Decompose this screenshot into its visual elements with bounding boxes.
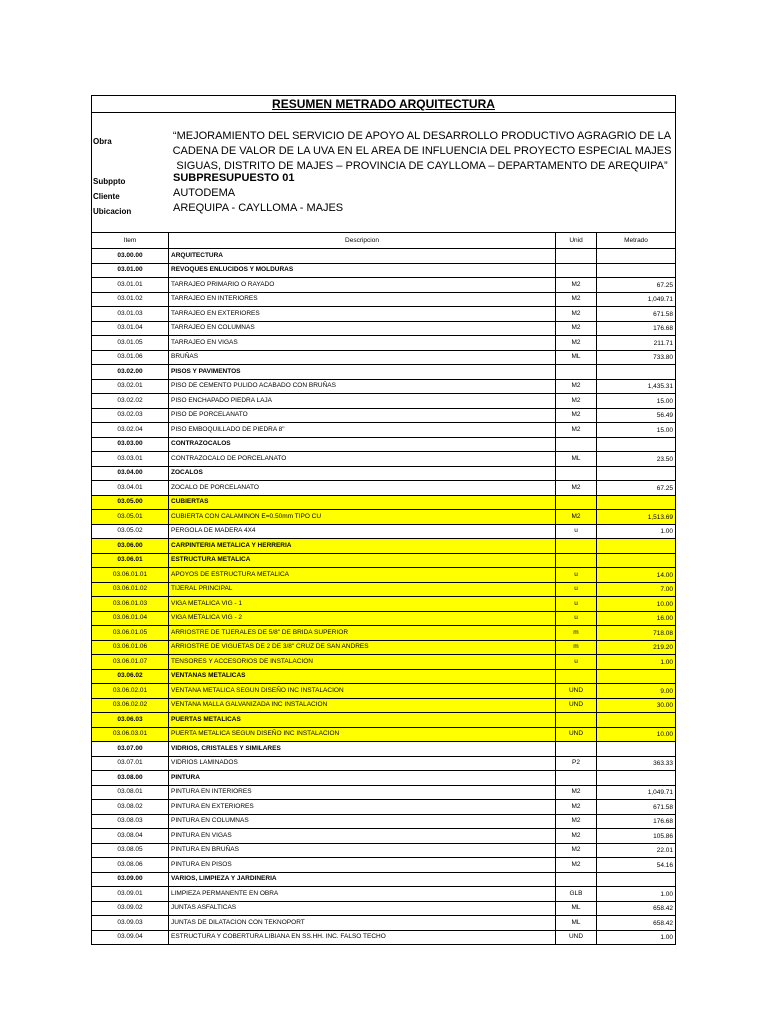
table-row [92, 278, 675, 293]
cell-item: 03.02.01 [92, 379, 169, 394]
cell-unid [556, 872, 597, 887]
cell-item: 03.09.04 [92, 930, 169, 944]
cell-metrado [597, 466, 676, 481]
cell-metrado: 176.68 [597, 321, 676, 336]
cell-item: 03.01.05 [92, 336, 169, 351]
cell-unid: M2 [556, 829, 597, 844]
table-row [92, 742, 675, 757]
cell-item: 03.09.01 [92, 887, 169, 902]
cell-unid: UND [556, 684, 597, 699]
cell-item: 03.06.00 [92, 539, 169, 554]
cell-item: 03.01.01 [92, 278, 169, 293]
table-row [92, 350, 675, 365]
cell-metrado [597, 872, 676, 887]
cell-item: 03.06.02.02 [92, 698, 169, 713]
cell-metrado: 1,513.69 [597, 510, 676, 525]
table-row [92, 640, 675, 655]
cell-metrado: 671.58 [597, 307, 676, 322]
page-title: RESUMEN METRADO ARQUITECTURA [272, 97, 495, 111]
cell-descripcion: VIGA METALICA VIG - 1 [169, 597, 556, 612]
cell-unid: M2 [556, 379, 597, 394]
cell-unid: m [556, 640, 597, 655]
cell-unid: ML [556, 452, 597, 467]
column-header-unid: Unid [556, 233, 597, 249]
cell-descripcion: TARRAJEO PRIMARIO O RAYADO [169, 278, 556, 293]
cell-item: 03.03.01 [92, 452, 169, 467]
cell-item: 03.06.01.06 [92, 640, 169, 655]
cell-descripcion: PINTURA EN EXTERIORES [169, 800, 556, 815]
cell-descripcion: TARRAJEO EN INTERIORES [169, 292, 556, 307]
cell-descripcion: TARRAJEO EN EXTERIORES [169, 307, 556, 322]
cell-descripcion: VENTANAS METALICAS [169, 669, 556, 684]
cell-unid: M2 [556, 481, 597, 496]
cell-descripcion: APOYOS DE ESTRUCTURA METALICA [169, 568, 556, 583]
cell-unid [556, 466, 597, 481]
cell-metrado: 211.71 [597, 336, 676, 351]
cell-item: 03.02.00 [92, 365, 169, 380]
cell-item: 03.06.03 [92, 713, 169, 728]
cell-metrado: 15.00 [597, 394, 676, 409]
cell-item: 03.08.04 [92, 829, 169, 844]
obra-label: Obra [93, 137, 112, 146]
cell-item: 03.06.01.04 [92, 611, 169, 626]
cell-item: 03.08.03 [92, 814, 169, 829]
cell-descripcion: TARRAJEO EN VIGAS [169, 336, 556, 351]
cell-metrado: 1.00 [597, 655, 676, 670]
cell-unid: P2 [556, 756, 597, 771]
cell-item: 03.07.00 [92, 742, 169, 757]
cell-descripcion: JUNTAS DE DILATACION CON TEKNOPORT [169, 916, 556, 931]
ubicacion-label: Ubicacion [93, 207, 132, 216]
table-row [92, 307, 675, 322]
table-row [92, 771, 675, 786]
cell-descripcion: ARRIOSTRE DE VIGUETAS DE 2 DE 3/8" CRUZ DE SAN ANDRES [169, 640, 556, 655]
cell-descripcion: PUERTAS METALICAS [169, 713, 556, 728]
cell-metrado: 1.00 [597, 524, 676, 539]
table-row [92, 887, 675, 902]
cell-descripcion: ESTRUCTURA Y COBERTURA LIBIANA EN SS.HH. INC. FALSO TECHO [169, 930, 556, 944]
table-row [92, 423, 675, 438]
table-row [92, 727, 675, 742]
cell-descripcion: JUNTAS ASFALTICAS [169, 901, 556, 916]
cell-unid [556, 771, 597, 786]
cell-metrado [597, 742, 676, 757]
table-row [92, 930, 675, 944]
cell-unid: M2 [556, 394, 597, 409]
cell-metrado: 1,049.71 [597, 785, 676, 800]
cell-item: 03.05.02 [92, 524, 169, 539]
table-row [92, 626, 675, 641]
cell-descripcion: PINTURA EN COLUMNAS [169, 814, 556, 829]
cell-unid: ML [556, 916, 597, 931]
cell-unid: m [556, 626, 597, 641]
cell-item: 03.04.00 [92, 466, 169, 481]
table-row [92, 582, 675, 597]
table-row [92, 713, 675, 728]
cell-metrado: 54.16 [597, 858, 676, 873]
cell-unid [556, 742, 597, 757]
metrado-sheet [91, 95, 676, 945]
cell-unid: M2 [556, 307, 597, 322]
cell-descripcion: TARRAJEO EN COLUMNAS [169, 321, 556, 336]
cell-item: 03.05.00 [92, 495, 169, 510]
table-row [92, 800, 675, 815]
table-row [92, 872, 675, 887]
cliente-label: Cliente [93, 192, 120, 201]
cell-item: 03.08.06 [92, 858, 169, 873]
cell-metrado [597, 365, 676, 380]
cell-descripcion: CONTRAZOCALO DE PORCELANATO [169, 452, 556, 467]
table-row [92, 510, 675, 525]
cell-metrado: 23.50 [597, 452, 676, 467]
title-divider [92, 112, 675, 113]
cell-unid: M2 [556, 510, 597, 525]
table-row [92, 597, 675, 612]
cell-metrado: 56.49 [597, 408, 676, 423]
cell-item: 03.08.01 [92, 785, 169, 800]
cell-item: 03.04.01 [92, 481, 169, 496]
table-row [92, 843, 675, 858]
cell-descripcion: PISO DE PORCELANATO [169, 408, 556, 423]
table-row [92, 292, 675, 307]
column-header-metrado: Metrado [597, 233, 676, 249]
cell-unid: M2 [556, 336, 597, 351]
table-row [92, 495, 675, 510]
cell-metrado [597, 553, 676, 568]
cell-metrado [597, 495, 676, 510]
cell-descripcion: PERGOLA DE MADERA 4X4 [169, 524, 556, 539]
cell-unid: M2 [556, 321, 597, 336]
column-header-descripcion: Descripcion [169, 233, 556, 249]
cell-metrado: 14.00 [597, 568, 676, 583]
cell-item: 03.02.04 [92, 423, 169, 438]
ubicacion-value: AREQUIPA - CAYLLOMA - MAJES [173, 202, 344, 214]
cell-metrado: 1,435.31 [597, 379, 676, 394]
table-row [92, 539, 675, 554]
cell-unid: u [556, 582, 597, 597]
cell-item: 03.00.00 [92, 249, 169, 264]
cell-metrado: 10.00 [597, 727, 676, 742]
cell-descripcion: PINTURA EN BRUÑAS [169, 843, 556, 858]
cell-metrado: 105.86 [597, 829, 676, 844]
cell-unid [556, 553, 597, 568]
table-row [92, 481, 675, 496]
cell-descripcion: ESTRUCTURA METALICA [169, 553, 556, 568]
cell-item: 03.01.04 [92, 321, 169, 336]
cell-unid: M2 [556, 423, 597, 438]
cell-item: 03.09.02 [92, 901, 169, 916]
cell-item: 03.06.01.07 [92, 655, 169, 670]
cell-item: 03.02.03 [92, 408, 169, 423]
cell-unid: u [556, 655, 597, 670]
table-row [92, 858, 675, 873]
cell-metrado: 718.08 [597, 626, 676, 641]
cell-item: 03.06.01.03 [92, 597, 169, 612]
cell-item: 03.08.02 [92, 800, 169, 815]
cell-descripcion: CUBIERTAS [169, 495, 556, 510]
cell-unid [556, 263, 597, 278]
table-row [92, 249, 675, 264]
table-row [92, 698, 675, 713]
cell-item: 03.03.00 [92, 437, 169, 452]
sheet-header [92, 96, 675, 233]
cell-unid [556, 365, 597, 380]
cell-item: 03.06.03.01 [92, 727, 169, 742]
cell-metrado: 658.42 [597, 916, 676, 931]
cell-item: 03.08.05 [92, 843, 169, 858]
table-row [92, 655, 675, 670]
cell-descripcion: ZOCALO DE PORCELANATO [169, 481, 556, 496]
cell-item: 03.05.01 [92, 510, 169, 525]
cell-descripcion: PISO DE CEMENTO PULIDO ACABADO CON BRUÑAS [169, 379, 556, 394]
table-row [92, 611, 675, 626]
cliente-value: AUTODEMA [173, 187, 236, 199]
metrado-table [92, 233, 675, 944]
cell-metrado: 9.00 [597, 684, 676, 699]
cell-item: 03.06.01.02 [92, 582, 169, 597]
table-row [92, 263, 675, 278]
cell-descripcion: CUBIERTA CON CALAMINON E=0.50mm TIPO CU [169, 510, 556, 525]
cell-unid: u [556, 568, 597, 583]
cell-metrado [597, 713, 676, 728]
cell-metrado: 22.01 [597, 843, 676, 858]
cell-metrado: 176.68 [597, 814, 676, 829]
table-row [92, 669, 675, 684]
cell-descripcion: VENTANA METALICA SEGUN DISEÑO INC INSTALACION [169, 684, 556, 699]
cell-unid: u [556, 611, 597, 626]
cell-unid: M2 [556, 843, 597, 858]
table-row [92, 365, 675, 380]
cell-unid: M2 [556, 800, 597, 815]
cell-unid: u [556, 524, 597, 539]
cell-metrado [597, 249, 676, 264]
cell-descripcion: VARIOS, LIMPIEZA Y JARDINERIA [169, 872, 556, 887]
table-row [92, 916, 675, 931]
table-row [92, 553, 675, 568]
cell-item: 03.01.00 [92, 263, 169, 278]
table-row [92, 437, 675, 452]
obra-description: “MEJORAMIENTO DEL SERVICIO DE APOYO AL DESARROLLO PRODUCTIVO AGRAGRIO DE LA CADENA DE VALOR DE LA UVA EN EL AREA DE INFLUENCIA DEL PROYECTO ESPECIAL MAJES SIGUAS, DISTRITO DE MAJES – PROVINCIA DE CAYLLOMA – DEPARTAMENTO DE AREQUIPA” [172, 130, 672, 172]
cell-descripcion: PINTURA EN VIGAS [169, 829, 556, 844]
table-row [92, 466, 675, 481]
cell-metrado: 30.00 [597, 698, 676, 713]
cell-metrado [597, 437, 676, 452]
cell-unid: ML [556, 350, 597, 365]
cell-item: 03.09.03 [92, 916, 169, 931]
cell-item: 03.07.01 [92, 756, 169, 771]
cell-unid: M2 [556, 814, 597, 829]
cell-descripcion: VIDRIOS LAMINADOS [169, 756, 556, 771]
cell-descripcion: PINTURA EN INTERIORES [169, 785, 556, 800]
table-row [92, 452, 675, 467]
cell-metrado [597, 669, 676, 684]
cell-metrado [597, 771, 676, 786]
cell-descripcion: BRUÑAS [169, 350, 556, 365]
cell-metrado: 733.80 [597, 350, 676, 365]
cell-metrado: 1.00 [597, 930, 676, 944]
table-row [92, 829, 675, 844]
table-row [92, 684, 675, 699]
subppto-value: SUBPRESUPUESTO 01 [173, 172, 295, 184]
cell-metrado: 1.00 [597, 887, 676, 902]
cell-descripcion: PINTURA [169, 771, 556, 786]
cell-metrado: 67.25 [597, 278, 676, 293]
cell-unid: ML [556, 901, 597, 916]
cell-item: 03.09.00 [92, 872, 169, 887]
cell-metrado: 15.00 [597, 423, 676, 438]
cell-unid: M2 [556, 858, 597, 873]
cell-unid: UND [556, 727, 597, 742]
cell-metrado: 1,049.71 [597, 292, 676, 307]
cell-descripcion: PISOS Y PAVIMENTOS [169, 365, 556, 380]
cell-unid: u [556, 597, 597, 612]
table-row [92, 814, 675, 829]
cell-descripcion: ARQUITECTURA [169, 249, 556, 264]
cell-descripcion: PUERTA METALICA SEGUN DISEÑO INC INSTALACION [169, 727, 556, 742]
cell-descripcion: TENSORES Y ACCESORIOS DE INSTALACION [169, 655, 556, 670]
cell-item: 03.06.02 [92, 669, 169, 684]
cell-item: 03.01.03 [92, 307, 169, 322]
cell-metrado: 219.20 [597, 640, 676, 655]
cell-descripcion: ZOCALOS [169, 466, 556, 481]
table-row [92, 408, 675, 423]
table-row [92, 321, 675, 336]
cell-item: 03.02.02 [92, 394, 169, 409]
cell-descripcion: VIGA METALICA VIG - 2 [169, 611, 556, 626]
cell-metrado [597, 539, 676, 554]
cell-descripcion: CONTRAZOCALOS [169, 437, 556, 452]
table-row [92, 524, 675, 539]
cell-unid: M2 [556, 408, 597, 423]
cell-unid [556, 713, 597, 728]
cell-unid: GLB [556, 887, 597, 902]
table-header-row [92, 233, 675, 249]
cell-item: 03.06.01 [92, 553, 169, 568]
table-row [92, 379, 675, 394]
cell-item: 03.01.06 [92, 350, 169, 365]
cell-descripcion: PISO ENCHAPADO PIEDRA LAJA [169, 394, 556, 409]
cell-descripcion: REVOQUES ENLUCIDOS Y MOLDURAS [169, 263, 556, 278]
cell-metrado [597, 263, 676, 278]
cell-item: 03.06.01.05 [92, 626, 169, 641]
cell-descripcion: TIJERAL PRINCIPAL [169, 582, 556, 597]
cell-metrado: 16.00 [597, 611, 676, 626]
table-row [92, 336, 675, 351]
table-row [92, 756, 675, 771]
cell-unid: M2 [556, 292, 597, 307]
cell-metrado: 671.58 [597, 800, 676, 815]
cell-descripcion: LIMPIEZA PERMANENTE EN OBRA [169, 887, 556, 902]
cell-descripcion: VENTANA MALLA GALVANIZADA INC INSTALACION [169, 698, 556, 713]
table-row [92, 568, 675, 583]
cell-unid [556, 437, 597, 452]
cell-metrado: 10.00 [597, 597, 676, 612]
cell-descripcion: VIDRIOS, CRISTALES Y SIMILARES [169, 742, 556, 757]
table-row [92, 901, 675, 916]
cell-metrado: 7.00 [597, 582, 676, 597]
cell-descripcion: ARRIOSTRE DE TIJERALES DE 5/8" DE BRIDA SUPERIOR [169, 626, 556, 641]
cell-descripcion: CARPINTERIA METALICA Y HERRERIA [169, 539, 556, 554]
cell-unid: M2 [556, 785, 597, 800]
cell-metrado: 67.25 [597, 481, 676, 496]
cell-unid [556, 249, 597, 264]
table-body [92, 249, 675, 945]
cell-unid: UND [556, 930, 597, 944]
cell-unid: UND [556, 698, 597, 713]
table-row [92, 394, 675, 409]
cell-metrado: 363.33 [597, 756, 676, 771]
cell-descripcion: PISO EMBOQUILLADO DE PIEDRA 8" [169, 423, 556, 438]
cell-item: 03.01.02 [92, 292, 169, 307]
table-row [92, 785, 675, 800]
cell-item: 03.06.01.01 [92, 568, 169, 583]
cell-unid [556, 495, 597, 510]
column-header-item: Item [92, 233, 169, 249]
subppto-label: Subppto [93, 177, 126, 186]
cell-item: 03.06.02.01 [92, 684, 169, 699]
cell-unid [556, 669, 597, 684]
cell-metrado: 658.42 [597, 901, 676, 916]
cell-item: 03.08.00 [92, 771, 169, 786]
cell-unid [556, 539, 597, 554]
cell-descripcion: PINTURA EN PISOS [169, 858, 556, 873]
cell-unid: M2 [556, 278, 597, 293]
